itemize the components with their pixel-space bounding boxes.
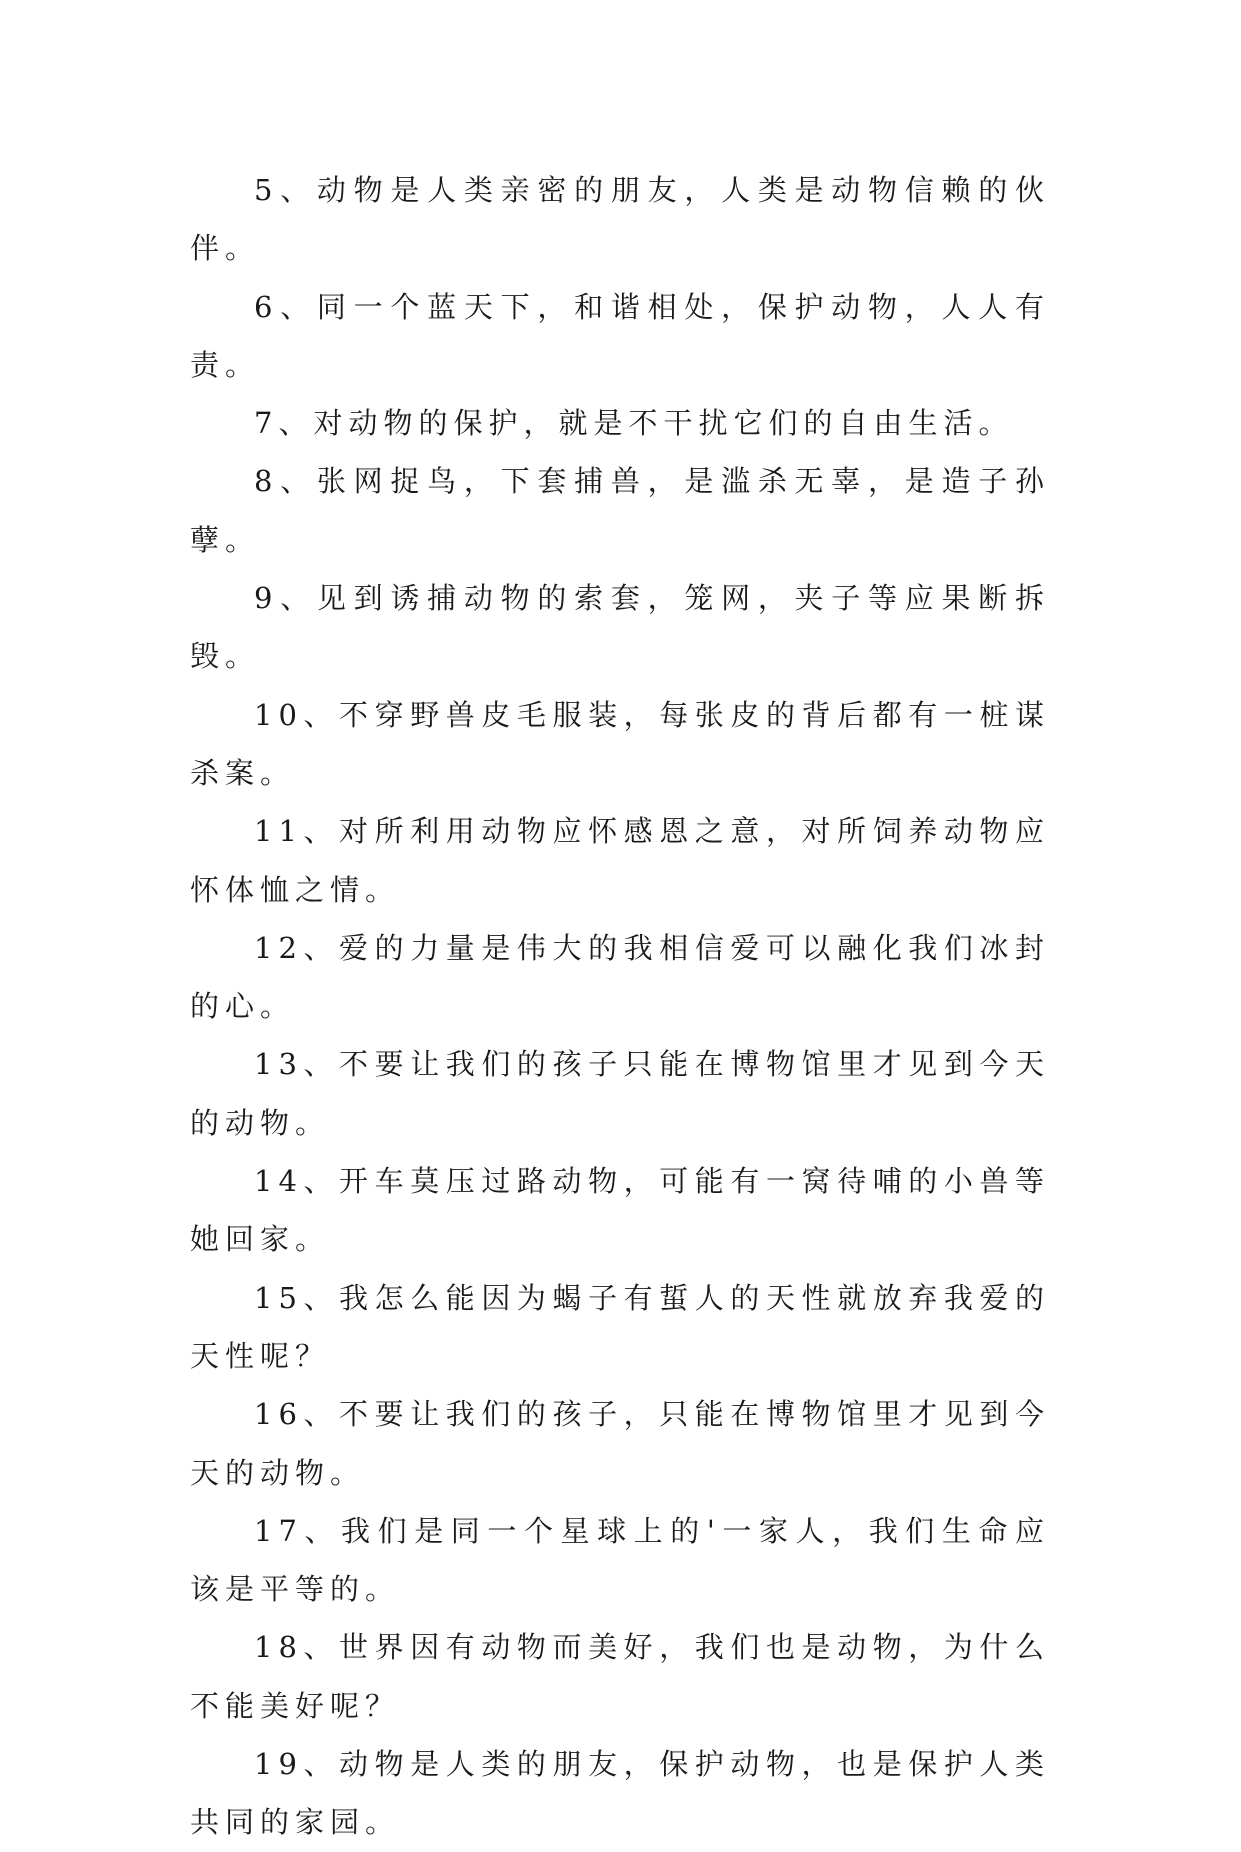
paragraph: 9、见到诱捕动物的索套，笼网，夹子等应果断拆毁。 [190, 581, 1050, 674]
paragraph: 10、不穿野兽皮毛服装，每张皮的背后都有一桩谋杀案。 [190, 697, 1050, 790]
document-page [190, 161, 1050, 1852]
paragraph: 5、动物是人类亲密的朋友，人类是动物信赖的伙伴。 [190, 173, 1050, 266]
paragraph: 8、张网捉鸟，下套捕兽，是滥杀无辜，是造子孙孽。 [190, 464, 1050, 557]
paragraph: 13、不要让我们的孩子只能在博物馆里才见到今天的动物。 [190, 1047, 1050, 1140]
paragraph: 17、我们是同一个星球上的'一家人，我们生命应该是平等的。 [190, 1513, 1050, 1607]
paragraph: 12、爱的力量是伟大的我相信爱可以融化我们冰封的心。 [190, 930, 1050, 1024]
paragraph: 14、开车莫压过路动物，可能有一窝待哺的小兽等她回家。 [190, 1164, 1050, 1257]
paragraph: 19、动物是人类的朋友，保护动物，也是保护人类共同的家园。 [190, 1747, 1050, 1840]
paragraph: 11、对所利用动物应怀感恩之意，对所饲养动物应怀体恤之情。 [190, 814, 1050, 907]
paragraph: 18、世界因有动物而美好，我们也是动物，为什么不能美好呢？ [190, 1630, 1050, 1723]
paragraph: 15、我怎么能因为蝎子有蜇人的天性就放弃我爱的天性呢？ [190, 1280, 1050, 1373]
paragraph: 6、同一个蓝天下，和谐相处，保护动物，人人有责。 [190, 289, 1050, 382]
paragraph: 16、不要让我们的孩子，只能在博物馆里才见到今天的动物。 [190, 1397, 1050, 1490]
paragraph: 7、对动物的保护，就是不干扰它们的自由生活。 [254, 406, 1014, 441]
